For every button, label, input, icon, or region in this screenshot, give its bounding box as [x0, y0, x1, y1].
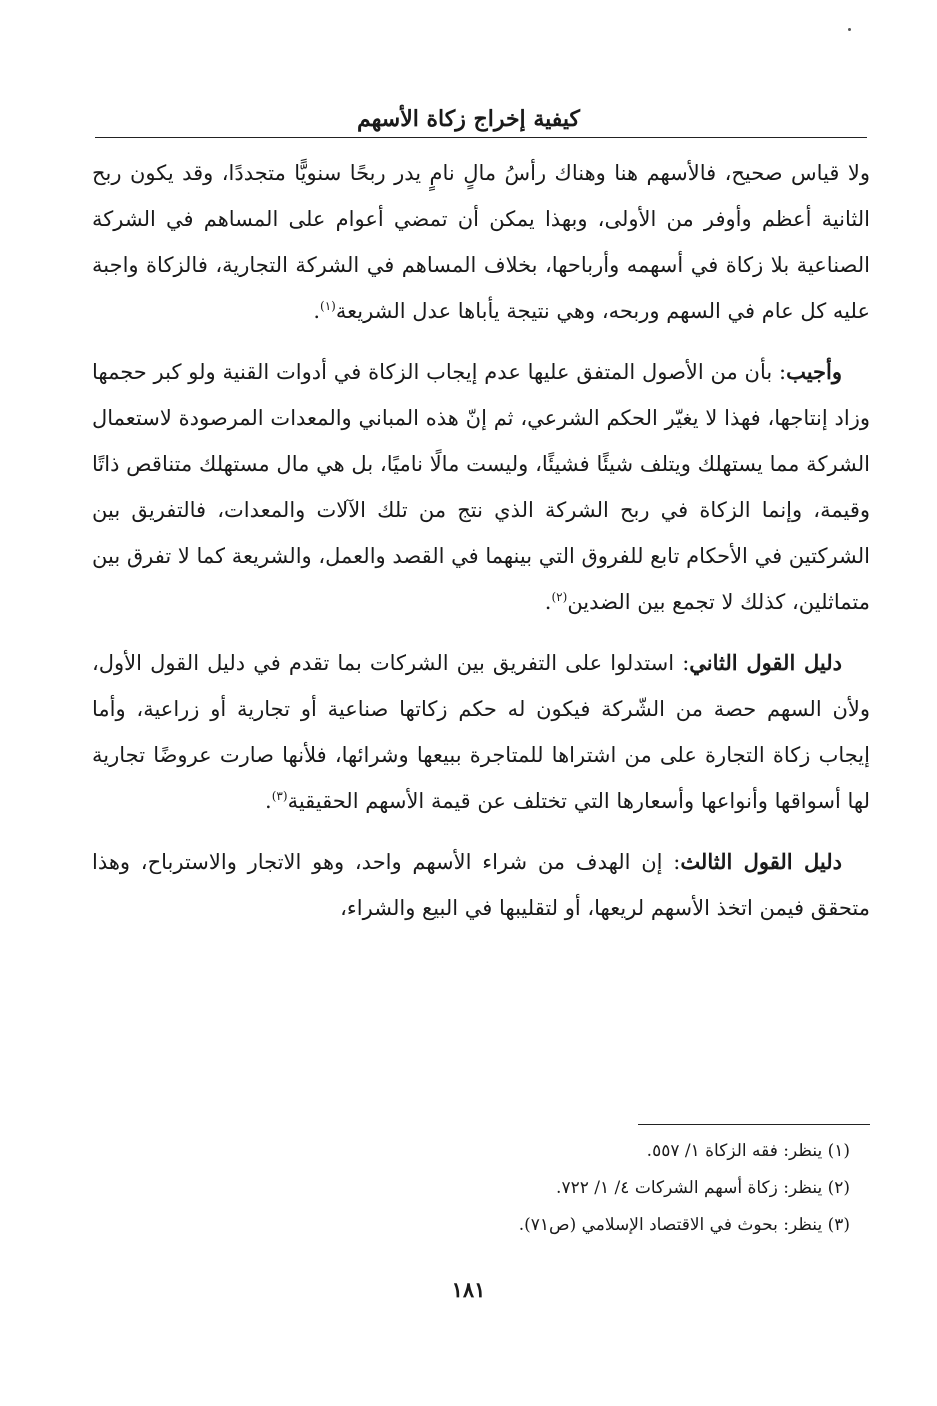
- footnote-2: (٢) ينظر: زكاة أسهم الشركات ٤/ ١/ ٧٢٢.: [556, 1178, 850, 1198]
- footnote-3: (٣) ينظر: بحوث في الاقتصاد الإسلامي (ص٧١).: [518, 1215, 850, 1235]
- paragraph-lead: وأجيب: [786, 359, 842, 384]
- paragraph-end: .: [313, 299, 320, 323]
- page-speck: [848, 28, 851, 31]
- paragraph-lead: دليل القول الثاني: [689, 650, 842, 675]
- paragraph-text: : إن الهدف من شراء الأسهم واحد، وهو الاتجار والاسترباح، وهذا متحقق فيمن اتخذ الأسهم لريعها، أو لتقليبها في البيع والشراء،: [92, 850, 870, 920]
- running-head: كيفية إخراج زكاة الأسهم: [356, 106, 581, 132]
- paragraph-end: .: [544, 590, 552, 614]
- footnotes: [92, 1133, 870, 1244]
- body-text: [92, 150, 870, 946]
- header-rule: [95, 137, 867, 138]
- paragraph-text: : استدلوا على التفريق بين الشركات بما تقدم في دليل القول الأول، ولأن السهم حصة من الشّركة فيكون له حكم زكاتها صناعية أو تجارية أو زراعية، وأما إيجاب زكاة التجارة على من اشتراها للمتاجرة ببيعها وشرائها، فلأنها صارت عروضًا تجارية لها أسواقها وأنواعها وأسعارها التي تختلف عن قيمة الأسهم الحقيقية: [92, 651, 870, 813]
- paragraph-2: [92, 349, 870, 625]
- paragraph-end: .: [265, 789, 272, 813]
- footnote-1: (١) ينظر: فقه الزكاة ١/ ٥٥٧.: [646, 1141, 850, 1161]
- paragraph-1: [92, 150, 870, 334]
- paragraph-text: : بأن من الأصول المتفق عليها عدم إيجاب الزكاة في أدوات القنية ولو كبر حجمها وزاد إنتاجها، فهذا لا يغيّر الحكم الشرعي، ثم إنّ هذه المباني والمعدات المرصودة لاستعمال الشركة مما يستهلك ويتلف شيئًا فشيئًا، وليست مالًا ناميًا، بل هي مال مستهلك متناقص ذاتًا وقيمة، وإنما الزكاة في ربح الشركة الذي نتج من تلك الآلات والمعدات، فالتفريق بين الشركتين في الأحكام تابع للفروق التي بينهما في القصد والعمل، والشريعة كما لا تفرق بين متماثلين، كذلك لا تجمع بين الضدين: [92, 360, 870, 614]
- footnote-ref: (١): [320, 299, 336, 313]
- paragraph-4: [92, 839, 870, 931]
- page-number: ١٨١: [451, 1277, 486, 1302]
- paragraph-text: ولا قياس صحيح، فالأسهم هنا وهناك رأسُ مالٍ نامٍ يدر ربحًا سنويًّا متجددًا، وقد يكون ربح الثانية أعظم وأوفر من الأولى، وبهذا يمكن أن تمضي أعوام على المساهم في الشركة الصناعية بلا زكاة في أسهمه وأرباحها، بخلاف المساهم في الشركة التجارية، فالزكاة واجبة عليه كل عام في السهم وربحه، وهي نتيجة يأباها عدل الشريعة: [92, 161, 870, 323]
- footnote-ref: (٢): [551, 590, 568, 604]
- paragraph-3: [92, 640, 870, 824]
- footnote-rule: [638, 1124, 870, 1125]
- footnote-ref: (٣): [271, 789, 288, 803]
- paragraph-lead: دليل القول الثالث: [680, 849, 843, 874]
